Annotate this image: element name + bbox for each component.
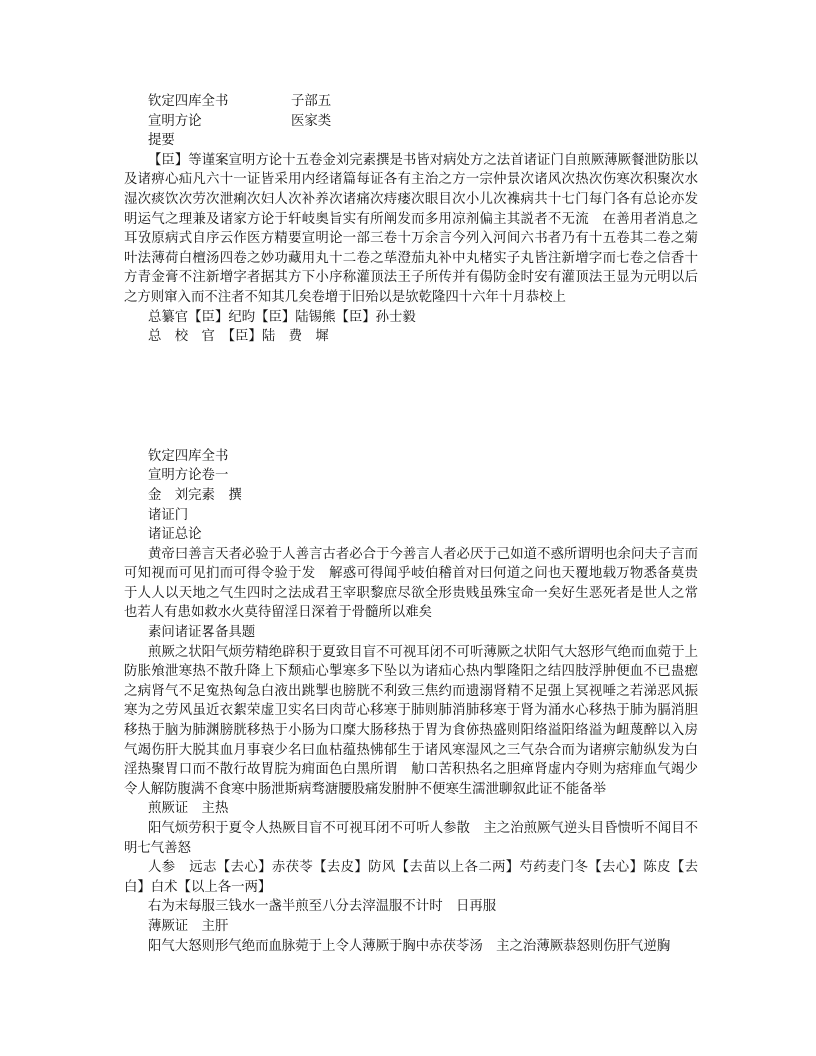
- book-category: 医家类: [291, 113, 332, 129]
- jianjue-heading: 煎厥证 主热: [148, 801, 229, 817]
- collection-division: 子部五: [291, 94, 332, 109]
- jianjue-description: 阳气烦劳积于夏令人热厥目盲不可视耳闭不可听人参散 主之治煎厥气逆头目昏愦听不闻目不明七气善怒: [124, 821, 698, 856]
- editors-line: 总纂官【臣】纪昀【臣】陆锡熊【臣】孙士毅: [148, 309, 416, 325]
- summary-label: 提要: [148, 133, 175, 149]
- page-spacer: [124, 347, 698, 447]
- category-heading: 诸证门: [148, 507, 189, 523]
- summary-body: 【臣】等谨案宣明方论十五卷金刘完素撰是书皆对病处方之法首诸证门自煎厥薄厥餐泄防胀以及诸痹心疝凡六十一证皆采用内经诸篇每证各有主治之方一宗仲景次诸风次热次伤寒次积聚次水湿次痰饮次劳次泄痢次妇人次补养次诸痛次痔瘘次眼目次小儿次襍病共十七门每门各有总论亦发明运气之理兼及诸家方论于轩岐奥旨实有所阐发而多用凉剂偏主其説者不无流 在善用者消息之耳攷原病式自序云作医方精要宣明论一部三卷十万余言今列入河间六书者乃有十五卷其二卷之菊叶法薄荷白檀汤四卷之妙功藏用丸十二卷之荜澄茄丸补中丸楮实子丸皆注新增字而七卷之信香十方青金膏不注新增字者据其方下小序称灌顶法王子所传并有偒防金时安有灌顶法王显为元明以后之方则窜入而不注者不知其几矣卷增于旧殆以是欤乾隆四十六年十月恭校上: [124, 152, 698, 305]
- document-page: [124, 92, 698, 956]
- collection-title: 钦定四库全书: [148, 94, 229, 109]
- bojue-heading: 薄厥证 主肝: [148, 918, 229, 934]
- intro-paragraph: 黄帝曰善言天者必验于人善言古者必合于今善言人者必厌于己如道不惑所谓明也余问夫子言而可知视而可见扪而可得令验于发 解惑可得闻乎岐伯稽首对曰何道之问也天覆地载万物悉备莫贵于人人以天地之气生四时之法成君王宰职黎庶尽欲全形贵贱虽殊宝命一矣好生恶死者是世人之常也若人有患如救水火莫待留淫日深着于骨髓所以难矣: [124, 546, 698, 621]
- catalog-header-row-1: [124, 92, 698, 112]
- volume-collection-title: 钦定四库全书: [148, 448, 229, 464]
- proofreader-line: 总 校 官 【臣】陆 费 墀: [148, 329, 329, 345]
- symptoms-paragraph: 煎厥之状阳气烦劳精绝辟积于夏致目盲不可视耳闭不可听薄厥之状阳气大怒形气绝而血菀于上防胀飧泄寒热不散升降上下颓疝心掣寒多下坠以为诸疝心热内掣隆阳之结四肢浮肿便血不已蛊瘛之病肾气不足寃热匈急白液出跳掣也膀胱不利致三焦约而遗溺肾精不足强上冥视唾之若涕恶风振寒为之劳风虽近衣絮荣虚卫实名曰肉苛心移寒于肺则肺消肺移寒于肾为涌水心移热于肺为膈消胆移热于脑为肺渊膀胱移热于小肠为口糜大肠移热于胃为食㑊热盛则阳络溢阳络溢为衄蔑醉以入房气竭伤肝大脱其血月事衰少名曰血枯蕴热怫郁生于诸风寒湿风之三气杂合而为诸痹宗觔纵发为白淫热聚胃口而不散行故胃脘为痈面色白黑所谓 觔口苦积热名之胆瘅肾虚内夺则为痞痱血气竭少令人解防腹满不食寒中肠泄斯病骛溏腰股痛发胕肿不便寒生濡泄聊叙此证不能备举: [124, 644, 698, 797]
- jianjue-ingredients: 人参 远志【去心】赤茯苓【去皮】防风【去苗以上各二两】芍药麦门冬【去心】陈皮【去白】白术【以上各一两】: [124, 860, 698, 895]
- bojue-description: 阳气大怒则形气绝而血脉菀于上令人薄厥于胸中赤茯苓汤 主之治薄厥恭怒则伤肝气逆胸: [148, 938, 671, 954]
- author-line: 金 刘完素 撰: [148, 487, 242, 503]
- book-title: 宣明方论: [148, 113, 202, 129]
- section-heading: 诸证总论: [148, 527, 202, 543]
- subsection-heading: 素问诸证畧备具题: [148, 625, 256, 641]
- volume-title: 宣明方论卷一: [148, 468, 229, 484]
- jianjue-usage: 右为末每服三钱水一盏半煎至八分去滓温服不计时 日再服: [148, 899, 497, 915]
- catalog-header-row-2: [124, 112, 698, 132]
